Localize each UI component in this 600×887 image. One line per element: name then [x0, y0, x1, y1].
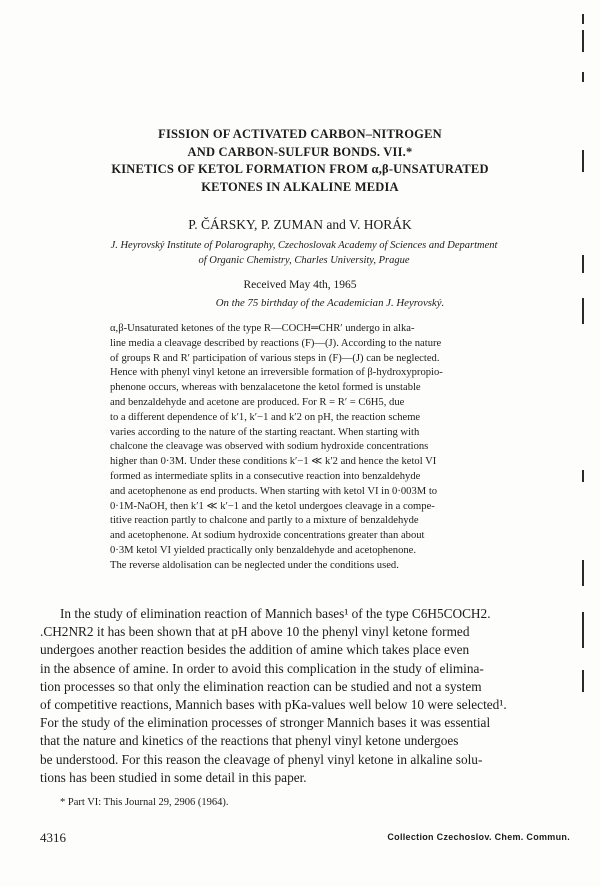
abstract-line: higher than 0·3M. Under these conditions k′−1 ≪ k′2 and hence the ketol VI — [110, 456, 437, 468]
journal-name: Collection Czechoslov. Chem. Commun. — [387, 832, 570, 842]
body-line: of competitive reactions, Mannich bases with pKa-values well below 10 were selected¹. — [40, 697, 507, 713]
body-line: be understood. For this reason the cleavage of phenyl vinyl ketone in alkaline solu- — [40, 751, 483, 767]
scan-rule-mark — [582, 30, 584, 52]
received-date: Received May 4th, 1965 — [243, 279, 357, 291]
body-line: tions has been studied in some detail in this paper. — [40, 769, 307, 785]
abstract-line: Hence with phenyl vinyl ketone an irreversible formation of β-hydroxypropio- — [110, 367, 443, 379]
footnote: * Part VI: This Journal 29, 2906 (1964). — [60, 797, 229, 808]
body-line: .CH2NR2 it has been shown that at pH above 10 the phenyl vinyl ketone formed — [40, 624, 470, 640]
abstract-line: The reverse aldolisation can be neglected under the conditions used. — [110, 559, 399, 571]
scan-rule-mark — [582, 72, 584, 82]
body-line: tion processes so that only the elimination reaction can be studied and not a system — [40, 678, 482, 694]
abstract-line: to a different dependence of k′1, k′−1 and k′2 on pH, the reaction scheme — [110, 411, 421, 423]
abstract-line: α,β-Unsaturated ketones of the type R—COCH═CHR′ undergo in alka- — [110, 323, 415, 334]
scan-rule-mark — [582, 560, 584, 586]
abstract-line: 0·1M-NaOH, then k′1 ≪ k′−1 and the ketol undergoes cleavage in a compe- — [110, 500, 435, 512]
abstract-line: chalcone the cleavage was observed with sodium hydroxide concentrations — [110, 441, 429, 453]
abstract-line: phenone occurs, whereas with benzalacetone the ketol formed is unstable — [110, 382, 421, 394]
body-line: undergoes another reaction besides the addition of amine which takes place even — [40, 642, 470, 658]
body-line: in the absence of amine. In order to avoid this complication in the study of elimina- — [40, 660, 484, 676]
dedication: On the 75 birthday of the Academician J. Heyrovský. — [215, 297, 445, 309]
abstract-line: and benzaldehyde and acetone are produced. For R = R′ = C6H5, due — [110, 396, 405, 408]
abstract-line: and acetophenone. At sodium hydroxide concentrations greater than about — [110, 530, 425, 542]
affiliation — [40, 238, 568, 268]
scan-rule-mark — [582, 670, 584, 692]
abstract-line: titive reaction partly to chalcone and partly to a mixture of benzaldehyde — [110, 515, 419, 527]
scan-rule-mark — [582, 470, 584, 482]
abstract — [110, 322, 566, 574]
body-line: In the study of elimination reaction of Mannich bases¹ of the type C6H5COCH2. — [60, 606, 491, 621]
body-line: that the nature and kinetics of the reactions that phenyl vinyl ketone undergoes — [40, 733, 459, 749]
abstract-line: and acetophenone as end products. When starting with ketol VI in 0·003M to — [110, 485, 438, 497]
abstract-line: formed as intermediate splits in a consecutive reaction into benzaldehyde — [110, 470, 421, 482]
body-paragraph — [40, 605, 570, 787]
abstract-line: 0·3M ketol VI yielded practically only benzaldehyde and acetophenone. — [110, 544, 417, 556]
body-line: For the study of the elimination processes of stronger Mannich bases it was essential — [40, 715, 491, 731]
affiliation-line-2: of Organic Chemistry, Charles University, Prague — [198, 255, 410, 266]
abstract-line: line media a cleavage described by reactions (F)—(J). According to the nature — [110, 337, 442, 349]
article-title — [0, 126, 600, 196]
title-line-1: FISSION OF ACTIVATED CARBON–NITROGEN — [158, 127, 442, 141]
affiliation-line-1: J. Heyrovský Institute of Polarography, Czechoslovak Academy of Sciences and Department — [110, 240, 498, 251]
authors: P. ČÁRSKY, P. ZUMAN and V. HORÁK — [188, 217, 412, 232]
scan-rule-mark — [582, 255, 584, 273]
scan-rule-mark — [582, 14, 584, 24]
abstract-line: varies according to the nature of the starting reactant. When starting with — [110, 426, 420, 438]
abstract-line: of groups R and R′ participation of various steps in (F)—(J) can be neglected. — [110, 352, 440, 364]
title-line-2: AND CARBON-SULFUR BONDS. VII.* — [187, 144, 413, 159]
page-number: 4316 — [40, 830, 66, 845]
title-line-4: KETONES IN ALKALINE MEDIA — [201, 179, 399, 194]
scan-rule-mark — [582, 612, 584, 648]
title-line-3: KINETICS OF KETOL FORMATION FROM α,β-UNSATURATED — [111, 162, 489, 176]
